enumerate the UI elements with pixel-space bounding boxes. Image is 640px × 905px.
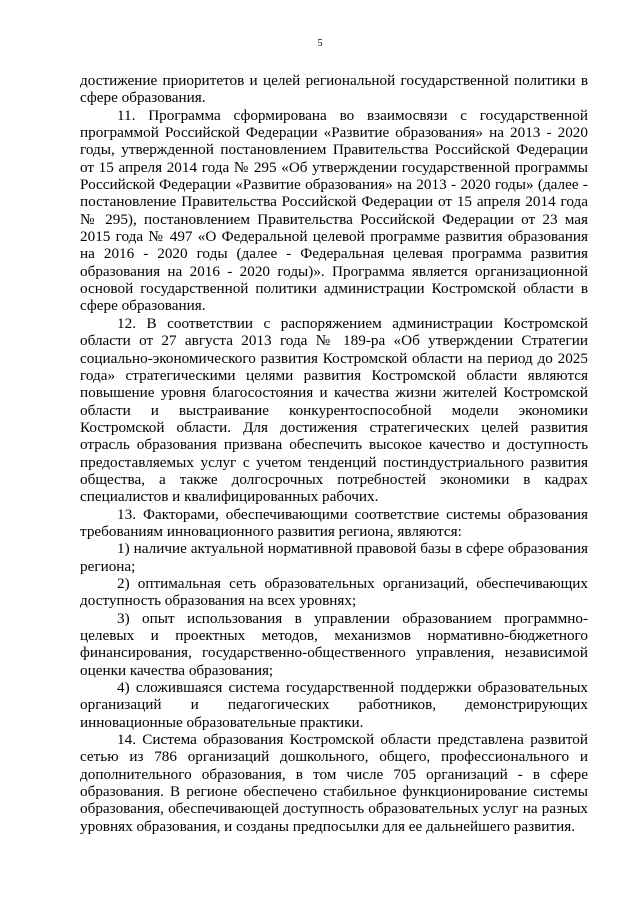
list-item-3: 3) опыт использования в управлении образованием программно-целевых и проектных методов, механизмов нормативно-бюджетного финансирования, государственно-общественного управления, независимой оценки качества образования; [80,609,588,679]
list-item-1: 1) наличие актуальной нормативной правовой базы в сфере образования региона; [80,540,588,575]
paragraph-11: 11. Программа сформирована во взаимосвязи с государственной программой Российской Федерации «Развитие образования» на 2013 - 2020 годы, утвержденной постановлением Правительства Российской Федерации от 15 апреля 2014 года № 295 «Об утверждении государственной программы Российской Федерации «Развитие образования» на 2013 - 2020 годы» (далее - постановление Правительства Российской Федерации от 15 апреля 2014 года № 295), постановлением Правительства Российской Федерации от 23 мая 2015 года № 497 «О Федеральной целевой программе развития образования на 2016 - 2020 годы (далее - Федеральная целевая программа развития образования на 2016 - 2020 годы)». Программа является организационной основой государственной политики администрации Костромской области в сфере образования. [80,106,588,315]
page-number: 5 [317,38,323,49]
paragraph-12: 12. В соответствии с распоряжением администрации Костромской области от 27 августа 2013 года № 189-ра «Об утверждении Стратегии социально-экономического развития Костромской области на период до 2025 года» стратегическими целями развития Костромской области являются повышение уровня благосостояния и качества жизни жителей Костромской области и выстраивание конкурентоспособной модели экономики Костромской области. Для достижения стратегических целей развития отрасль образования призвана обеспечить высокое качество и доступность предоставляемых услуг с учетом тенденций постиндустриального развития общества, а также долгосрочных потребностей экономики в кадрах специалистов и квалифицированных рабочих. [80,314,588,506]
list-item-4: 4) сложившаяся система государственной поддержки образовательных организаций и педагогических работников, демонстрирующих инновационные образовательные практики. [80,679,588,731]
document-body [80,72,588,835]
list-item-2: 2) оптимальная сеть образовательных организаций, обеспечивающих доступность образования на всех уровнях; [80,574,588,610]
paragraph-13: 13. Факторами, обеспечивающими соответствие системы образования требованиям инновационного развития региона, являются: [80,505,588,540]
paragraph-continuation: достижение приоритетов и целей региональной государственной политики в сфере образования. [80,72,588,107]
paragraph-14: 14. Система образования Костромской области представлена развитой сетью из 786 организаций дошкольного, общего, профессионального и дополнительного образования, в том числе 705 организаций - в сфере образования. В регионе обеспечено стабильное функционирование системы образования, обеспечивающей доступность образовательных услуг на разных уровнях образования, и созданы предпосылки для ее дальнейшего развития. [80,731,588,835]
